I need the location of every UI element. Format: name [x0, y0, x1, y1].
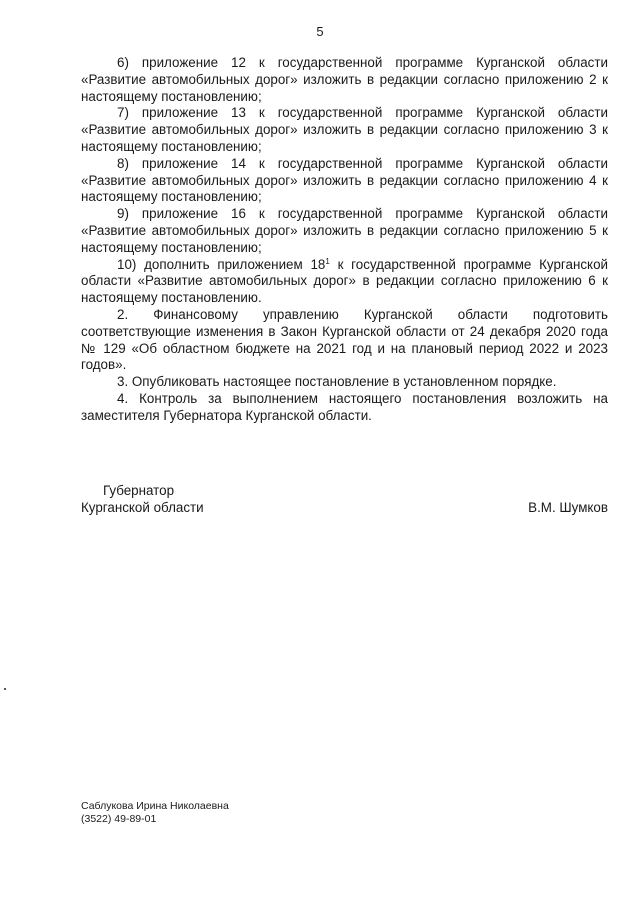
list-item-10 — [81, 257, 608, 307]
scan-speck — [4, 688, 6, 690]
point-2: 2. Финансовому управлению Курганской области подготовить соответствующие изменения в Закон Курганской области от 24 декабря 2020 года № 129 «Об областном бюджете на 2021 год и на плановый период 2022 и 2023 годов». — [81, 306, 608, 373]
signer-title: Губернатор — [103, 483, 175, 498]
signer-region: Курганской области — [81, 500, 204, 515]
executor-phone: (3522) 49-89-01 — [81, 813, 157, 825]
list-item: 8) приложение 14 к государственной программе Курганской области «Развитие автомобильных дорог» изложить в редакции согласно приложению 4 к настоящему постановлению; — [81, 155, 608, 205]
list-item: 6) приложение 12 к государственной программе Курганской области «Развитие автомобильных дорог» изложить в редакции согласно приложению 2 к настоящему постановлению; — [81, 55, 608, 104]
item10-text: 10) дополнить приложением 18 — [117, 256, 326, 272]
document-body — [81, 55, 608, 425]
executor-name: Саблукова Ирина Николаевна — [81, 800, 229, 812]
point-3: 3. Опубликовать настоящее постановление в установленном порядке. — [117, 374, 557, 390]
signature-block — [81, 482, 608, 516]
signer-name: В.М. Шумков — [528, 500, 608, 515]
point-4: 4. Контроль за выполнением настоящего постановления возложить на заместителя Губернатора Курганской области. — [81, 390, 608, 423]
item10-text-rest: к государственной программе Курганской области «Развитие автомобильных дорог» в редакции согласно приложению 6 к настоящему постановлению. — [81, 256, 608, 306]
list-item: 7) приложение 13 к государственной программе Курганской области «Развитие автомобильных дорог» изложить в редакции согласно приложению 3 к настоящему постановлению; — [81, 105, 608, 154]
executor-footer — [81, 800, 229, 826]
page-number: 5 — [316, 24, 324, 39]
list-item: 9) приложение 16 к государственной программе Курганской области «Развитие автомобильных дорог» изложить в редакции согласно приложению 5 к настоящему постановлению; — [81, 206, 608, 255]
item10-superscript: 1 — [325, 256, 330, 266]
